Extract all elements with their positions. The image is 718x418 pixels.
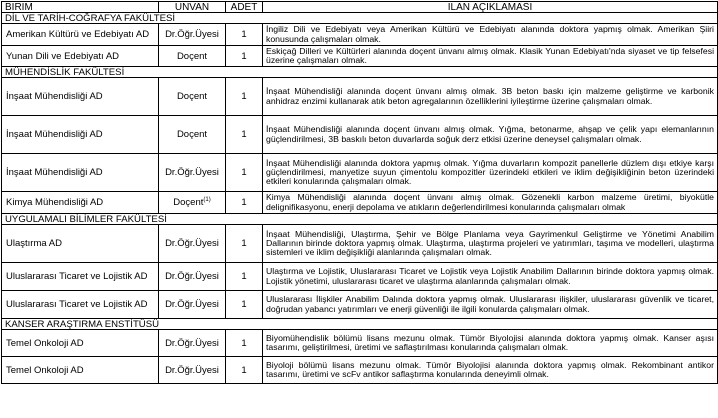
table-row <box>2 116 718 154</box>
faculty-row <box>2 214 718 225</box>
description-cell: Ulaştırma ve Lojistik, Uluslararası Ticaret ve Lojistik veya Lojistik Anabilim Dallarının birinde doktora yapmış olmak. Lojistik yönetimi, uluslararası ticaret ve ulaştırma alanlarında çalışmaları olmak. <box>263 263 718 291</box>
title-cell: Dr.Öğr.Üyesi <box>159 330 226 357</box>
count-cell: 1 <box>226 357 263 384</box>
table-row <box>2 263 718 291</box>
count-cell: 1 <box>226 46 263 67</box>
header-count: ADET <box>226 2 263 13</box>
count-cell: 1 <box>226 78 263 116</box>
table-row <box>2 192 718 214</box>
title-cell: Dr.Öğr.Üyesi <box>159 225 226 263</box>
count-cell: 1 <box>226 154 263 192</box>
description-cell: Kimya Mühendisliği alanında doçent ünvanı almış olmak. Gözenekli karbon malzeme üretimi, biyokütle delignifikasyonu, enerji depolama ve atıkların değerlendirilmesi konularında çalışmaları olmak <box>263 192 718 214</box>
title-cell: Doçent <box>159 116 226 154</box>
description-cell: İnşaat Mühendisliği alanında doçent ünvanı almış olmak. Yığma, betonarme, ahşap ve çelik yapı elemanlarının güçlendirilmesi, 3B baskılı beton duvarlarda soğuk derz etkisi üzerine deneysel çalışmaları olmak. <box>263 116 718 154</box>
description-cell: İnşaat Mühendisliği, Ulaştırma, Şehir ve Bölge Planlama veya Gayrimenkul Geliştirme ve Yönetimi Anabilim Dallarının birinde doktora yapmış olmak. Ulaştırma, ulaştırma projeleri ve yatırımları, taşıma ve modelleri, ulaştırma sistemleri ve iklim değişikliği alanlarında çalışmaları olmak. <box>263 225 718 263</box>
unit-cell: Kimya Mühendisliği AD <box>2 192 159 214</box>
unit-cell: Ulaştırma AD <box>2 225 159 263</box>
unit-cell: Uluslararası Ticaret ve Lojistik AD <box>2 291 159 319</box>
count-cell: 1 <box>226 192 263 214</box>
description-cell: Uluslararası İlişkiler Anabilim Dalında doktora yapmış olmak. Uluslararası ilişkiler, uluslararası güvenlik ve ticaret, doğrudan yabancı yatırımları ve enerji güvenliği ile ilgili konularda çalışmaları olmak. <box>263 291 718 319</box>
unit-cell: Temel Onkoloji AD <box>2 330 159 357</box>
faculty-row <box>2 67 718 78</box>
table-row <box>2 46 718 67</box>
table-row <box>2 154 718 192</box>
count-cell: 1 <box>226 225 263 263</box>
unit-cell: İnşaat Mühendisliği AD <box>2 78 159 116</box>
count-cell: 1 <box>226 263 263 291</box>
title-cell: Dr.Öğr.Üyesi <box>159 24 226 46</box>
header-row <box>2 2 718 13</box>
faculty-name: MÜHENDİSLİK FAKÜLTESİ <box>2 67 718 78</box>
table-row <box>2 357 718 384</box>
title-cell <box>159 192 226 214</box>
faculty-row <box>2 319 718 330</box>
description-cell: Biyoloji bölümü lisans mezunu olmak. Tümör Biyolojisi alanında doktora yapmış olmak. Rekombinant antikor tasarımı, üretimi ve scFv antikor saflaştırma konularında deneyimli olmak. <box>263 357 718 384</box>
description-cell: İngiliz Dili ve Edebiyatı veya Amerikan Kültürü ve Edebiyatı alanında doktora yapmış olmak. Amerikan Şiiri konusunda çalışmaları olmak. <box>263 24 718 46</box>
title-cell: Dr.Öğr.Üyesi <box>159 263 226 291</box>
footnote-marker: (1) <box>203 196 211 203</box>
unit-cell: Uluslararası Ticaret ve Lojistik AD <box>2 263 159 291</box>
count-cell: 1 <box>226 291 263 319</box>
job-listing-table <box>1 1 718 384</box>
description-cell: İnşaat Mühendisliği alanında doktora yapmış olmak. Yığma duvarların kompozit panellerle düzlem dışı etkiye karşı güçlendirilmesi, manyetize suyun çimentolu kompozitler üzerindeki etkileri ve iklim değişikliğinin beton üzerindeki etkileri konularında çalışmaları olmak. <box>263 154 718 192</box>
header-description: İLAN AÇIKLAMASI <box>263 2 718 13</box>
table-row <box>2 24 718 46</box>
title-cell: Dr.Öğr.Üyesi <box>159 291 226 319</box>
unit-cell: Temel Onkoloji AD <box>2 357 159 384</box>
faculty-name: DİL VE TARİH-COĞRAFYA FAKÜLTESİ <box>2 13 718 24</box>
count-cell: 1 <box>226 330 263 357</box>
unit-cell: Amerikan Kültürü ve Edebiyatı AD <box>2 24 159 46</box>
faculty-name: UYGULAMALI BİLİMLER FAKÜLTESİ <box>2 214 718 225</box>
title-cell: Doçent <box>159 78 226 116</box>
unit-cell: Yunan Dili ve Edebiyatı AD <box>2 46 159 67</box>
faculty-name: KANSER ARAŞTIRMA ENSTİTÜSÜ <box>2 319 718 330</box>
table-row <box>2 330 718 357</box>
description-cell: Biyomühendislik bölümü lisans mezunu olmak. Tümör Biyolojisi alanında doktora yapmış olmak. Kanser aşısı tasarımı, geliştirilmesi, üretimi ve saflaştırılması konularında çalışmaları olmak. <box>263 330 718 357</box>
count-cell: 1 <box>226 24 263 46</box>
header-title: UNVAN <box>159 2 226 13</box>
table-row <box>2 225 718 263</box>
unit-cell: İnşaat Mühendisliği AD <box>2 154 159 192</box>
description-cell: Eskiçağ Dilleri ve Kültürleri alanında doçent ünvanı almış olmak. Klasik Yunan Edebiyatı'nda siyaset ve tip felsefesi üzerine çalışmaları olmak. <box>263 46 718 67</box>
title-cell: Doçent <box>159 46 226 67</box>
count-cell: 1 <box>226 116 263 154</box>
title-cell: Dr.Öğr.Üyesi <box>159 154 226 192</box>
description-cell: İnşaat Mühendisliği alanında doçent ünvanı almış olmak. 3B beton baskı için malzeme geliştirme ve karbonik anhidraz enzimi kullanarak atık beton agregalarının özelliklerini iyileştirme üzerine çalışmaları olmak. <box>263 78 718 116</box>
faculty-row <box>2 13 718 24</box>
header-unit: BİRİM <box>2 2 159 13</box>
table-row <box>2 78 718 116</box>
title-cell: Dr.Öğr.Üyesi <box>159 357 226 384</box>
table-row <box>2 291 718 319</box>
unit-cell: İnşaat Mühendisliği AD <box>2 116 159 154</box>
title-text: Doçent <box>173 197 204 208</box>
